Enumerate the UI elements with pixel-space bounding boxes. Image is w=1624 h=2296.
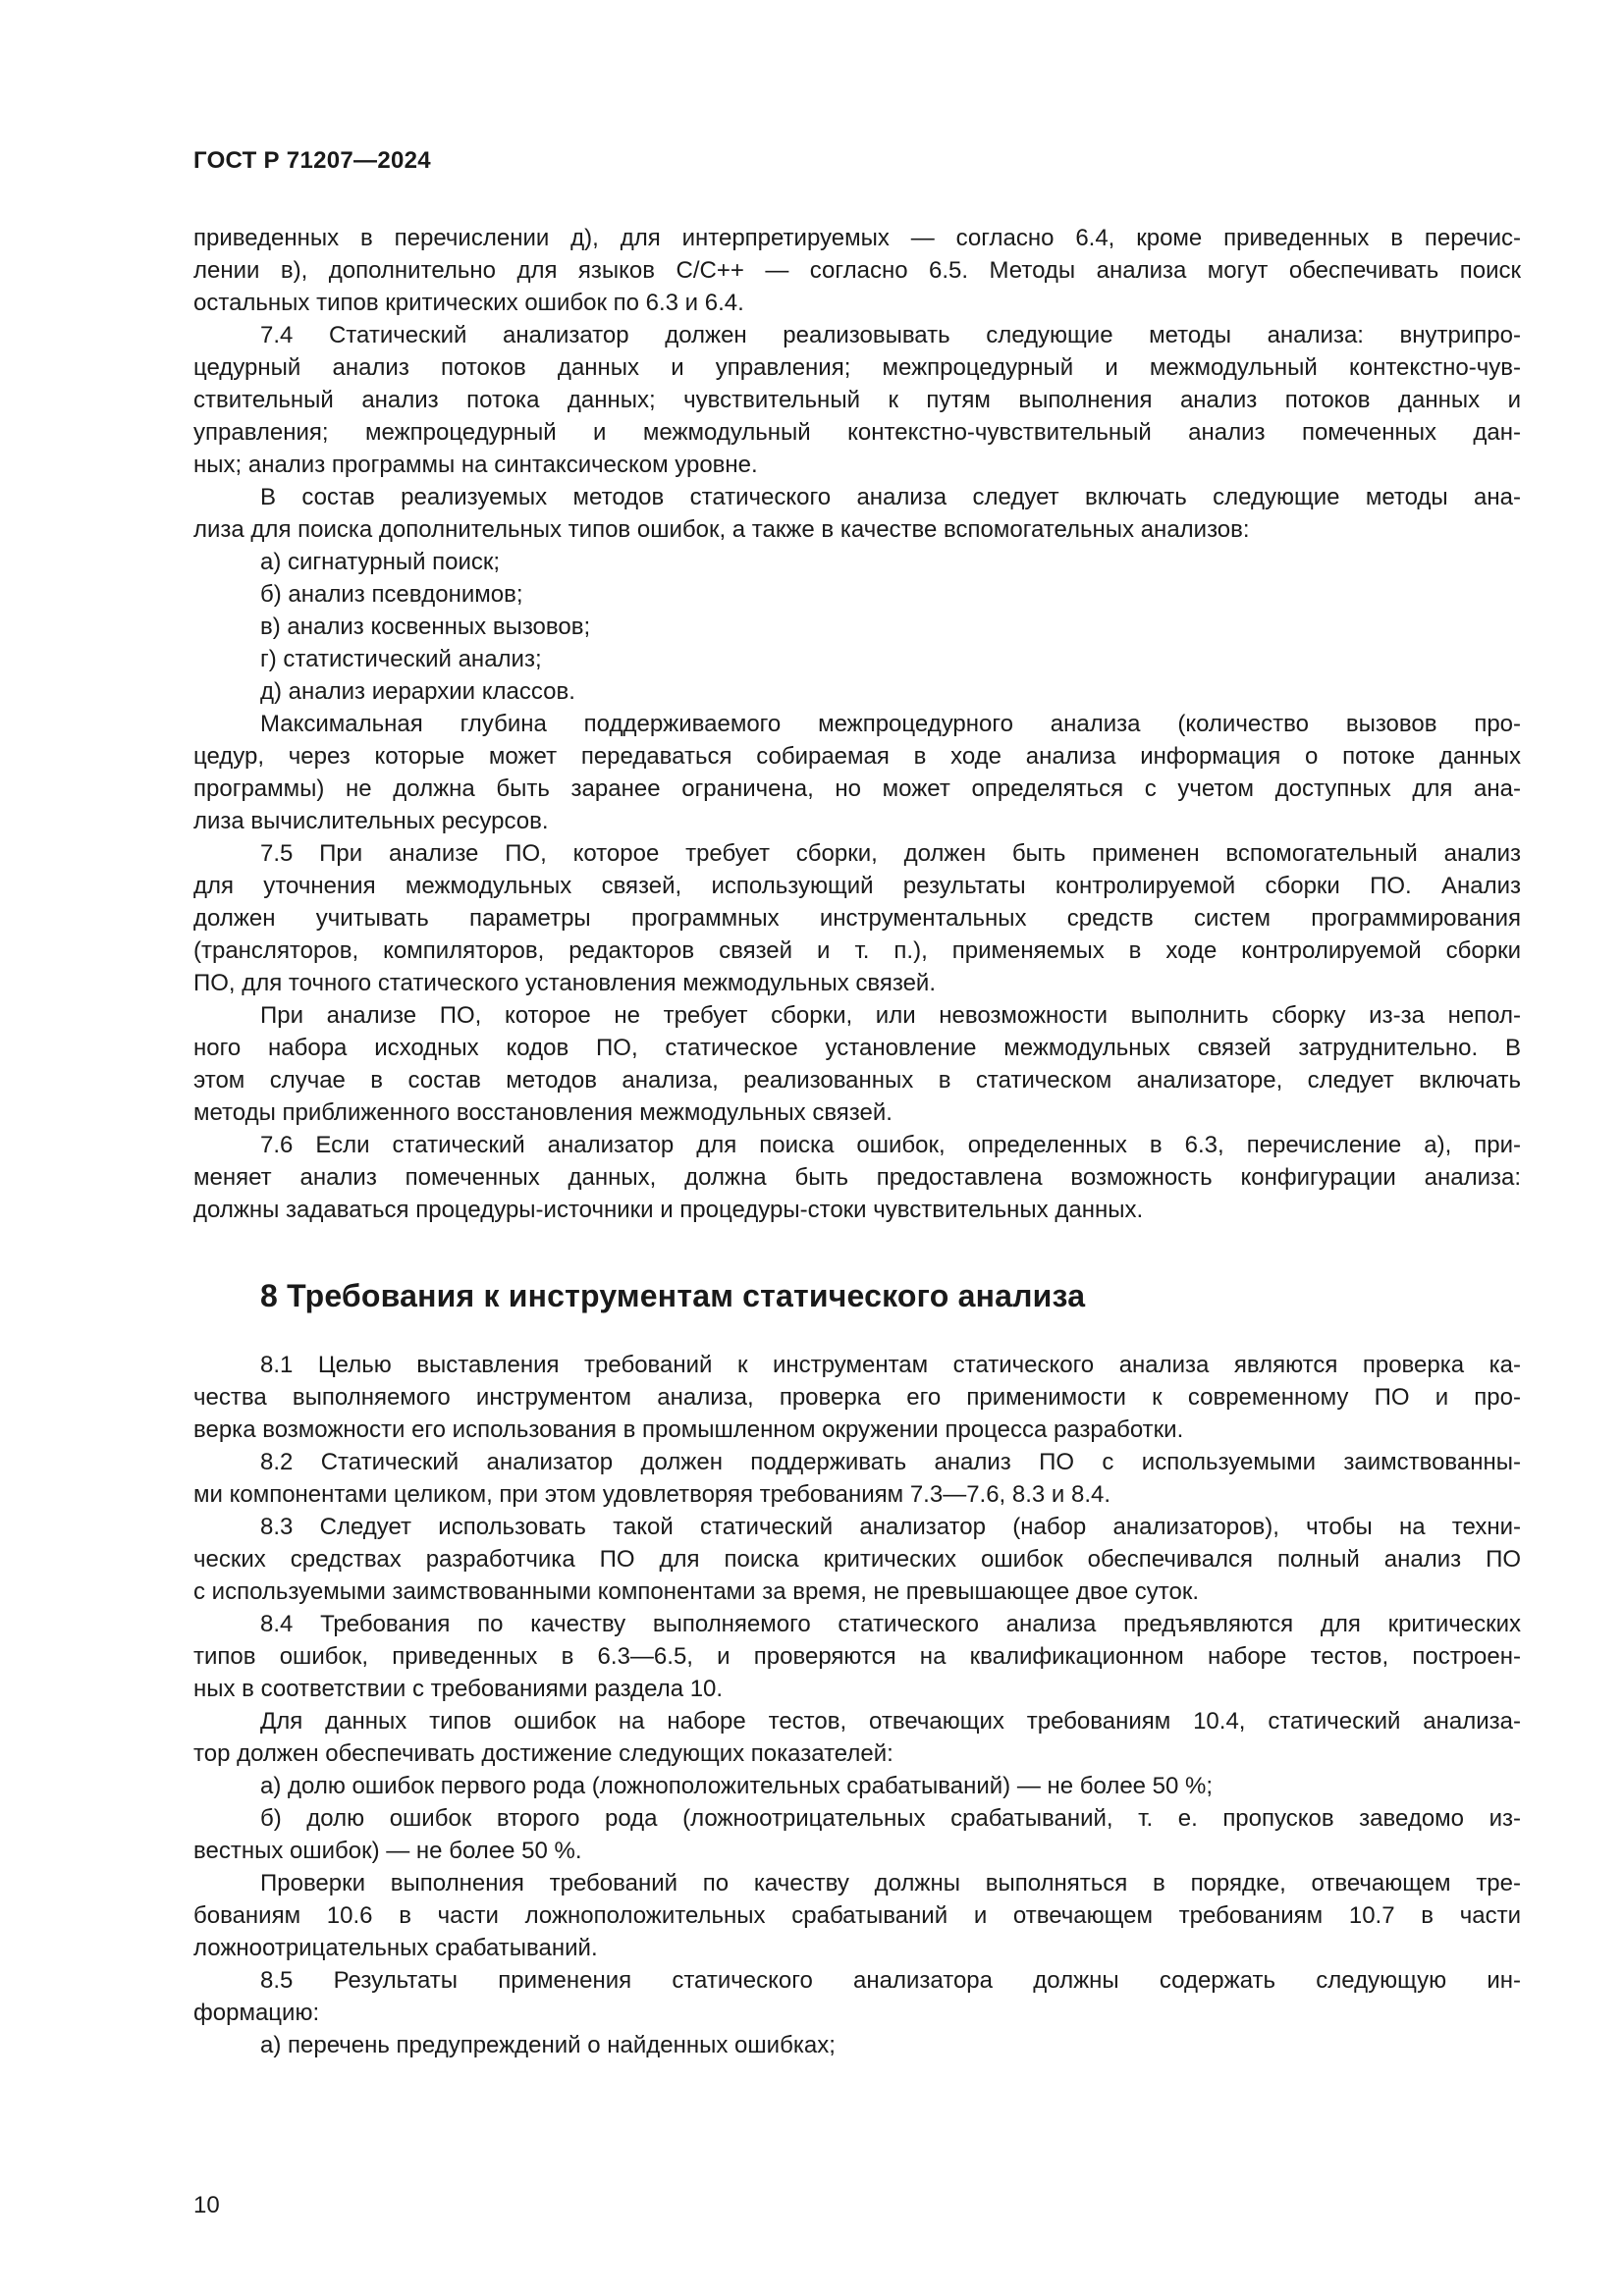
- text-line: 8.2 Статический анализатор должен поддерживать анализ ПО с используемыми заимствованны-: [260, 1449, 1521, 1475]
- list-item: б) анализ псевдонимов;: [260, 581, 523, 608]
- text-line: Максимальная глубина поддерживаемого межпроцедурного анализа (количество вызовов про-: [260, 711, 1521, 737]
- text-line: цедур, через которые может передаваться собираемая в ходе анализа информация о потоке данных: [193, 743, 1521, 770]
- text-line: бованиям 10.6 в части ложноположительных срабатываний и отвечающем требованиям 10.7 в части: [193, 1902, 1521, 1929]
- text-line: типов ошибок, приведенных в 6.3—6.5, и проверяются на квалификационном наборе тестов, построен-: [193, 1643, 1521, 1670]
- text-line: формацию:: [193, 2000, 320, 2026]
- text-line: (трансляторов, компиляторов, редакторов связей и т. п.), применяемых в ходе контролируемой сборки: [193, 937, 1521, 964]
- text-line: для уточнения межмодульных связей, использующий результаты контролируемой сборки ПО. Анализ: [193, 873, 1521, 899]
- text-line: меняет анализ помеченных данных, должна быть предоставлена возможность конфигурации анализа:: [193, 1164, 1521, 1191]
- text-line: приведенных в перечислении д), для интерпретируемых — согласно 6.4, кроме приведенных в перечис-: [193, 225, 1521, 251]
- text-line: должны задаваться процедуры-источники и процедуры-стоки чувствительных данных.: [193, 1197, 1144, 1223]
- text-line: верка возможности его использования в промышленном окружении процесса разработки.: [193, 1416, 1184, 1443]
- list-item: а) сигнатурный поиск;: [260, 549, 501, 575]
- section-8-heading: 8 Требования к инструментам статического анализа: [260, 1278, 1086, 1313]
- section-7-text: [193, 222, 1521, 1226]
- text-line: ных; анализ программы на синтаксическом уровне.: [193, 452, 758, 478]
- list-item: д) анализ иерархии классов.: [260, 678, 575, 705]
- text-line: 8.1 Целью выставления требований к инструментам статического анализа являются проверка ка-: [260, 1352, 1521, 1378]
- text-line: лиза вычислительных ресурсов.: [193, 808, 549, 834]
- document-id: ГОСТ Р 71207—2024: [193, 147, 431, 174]
- page-number: 10: [193, 2192, 220, 2218]
- text-line: 7.6 Если статический анализатор для поиска ошибок, определенных в 6.3, перечисление а), при-: [260, 1132, 1521, 1158]
- text-line: 8.5 Результаты применения статического анализатора должны содержать следующую ин-: [260, 1967, 1521, 1994]
- text-line: В состав реализуемых методов статического анализа следует включать следующие методы ана-: [260, 484, 1521, 510]
- text-line: чества выполняемого инструментом анализа, проверка его применимости к современному ПО и про-: [193, 1384, 1521, 1411]
- text-line: методы приближенного восстановления межмодульных связей.: [193, 1099, 893, 1126]
- text-line: ного набора исходных кодов ПО, статическое установление межмодульных связей затруднительно. В: [193, 1035, 1521, 1061]
- text-line: 8.3 Следует использовать такой статический анализатор (набор анализаторов), чтобы на техни-: [260, 1514, 1521, 1540]
- text-line: лении в), дополнительно для языков C/C++ — согласно 6.5. Методы анализа могут обеспечивать поиск: [193, 257, 1521, 284]
- text-line: Для данных типов ошибок на наборе тестов, отвечающих требованиям 10.4, статический анализа-: [260, 1708, 1521, 1735]
- text-line: ПО, для точного статического установления межмодульных связей.: [193, 970, 936, 996]
- text-line: 8.4 Требования по качеству выполняемого статического анализа предъявляются для критических: [260, 1611, 1521, 1637]
- text-line: с используемыми заимствованными компонентами за время, не превышающее двое суток.: [193, 1578, 1200, 1605]
- text-line: тор должен обеспечивать достижение следующих показателей:: [193, 1740, 893, 1767]
- list-item: а) долю ошибок первого рода (ложноположительных срабатываний) — не более 50 %;: [260, 1773, 1214, 1799]
- text-line: ствительный анализ потока данных; чувствительный к путям выполнения анализ потоков данных и: [193, 387, 1521, 413]
- text-line: должен учитывать параметры программных инструментальных средств систем программирования: [193, 905, 1521, 932]
- text-line: 7.4 Статический анализатор должен реализовывать следующие методы анализа: внутрипро-: [260, 322, 1521, 348]
- text-line: ми компонентами целиком, при этом удовлетворяя требованиям 7.3—7.6, 8.3 и 8.4.: [193, 1481, 1111, 1508]
- text-line: цедурный анализ потоков данных и управления; межпроцедурный и межмодульный контекстно-чув-: [193, 354, 1521, 381]
- list-item: г) статистический анализ;: [260, 646, 542, 672]
- text-line: При анализе ПО, которое не требует сборки, или невозможности выполнить сборку из-за непол-: [260, 1002, 1521, 1029]
- list-item: а) перечень предупреждений о найденных ошибках;: [260, 2032, 836, 2058]
- section-8-text: [193, 1349, 1521, 2061]
- text-line: этом случае в состав методов анализа, реализованных в статическом анализаторе, следует включать: [193, 1067, 1521, 1094]
- text-line: управления; межпроцедурный и межмодульный контекстно-чувствительный анализ помеченных дан-: [193, 419, 1521, 446]
- list-item: в) анализ косвенных вызовов;: [260, 614, 591, 640]
- text-line: Проверки выполнения требований по качеству должны выполняться в порядке, отвечающем тре-: [260, 1870, 1521, 1896]
- text-line: ческих средствах разработчика ПО для поиска критических ошибок обеспечивался полный анализ ПО: [193, 1546, 1521, 1573]
- text-line: ных в соответствии с требованиями раздела 10.: [193, 1676, 724, 1702]
- text-line: вестных ошибок) — не более 50 %.: [193, 1838, 582, 1864]
- text-line: программы) не должна быть заранее ограничена, но может определяться с учетом доступных для ана-: [193, 775, 1521, 802]
- text-line: лиза для поиска дополнительных типов ошибок, а также в качестве вспомогательных анализов:: [193, 516, 1250, 543]
- text-line: остальных типов критических ошибок по 6.3 и 6.4.: [193, 290, 744, 316]
- list-item: б) долю ошибок второго рода (ложноотрицательных срабатываний, т. е. пропусков заведомо из-: [260, 1805, 1521, 1832]
- text-line: 7.5 При анализе ПО, которое требует сборки, должен быть применен вспомогательный анализ: [260, 840, 1521, 867]
- text-line: ложноотрицательных срабатываний.: [193, 1935, 598, 1961]
